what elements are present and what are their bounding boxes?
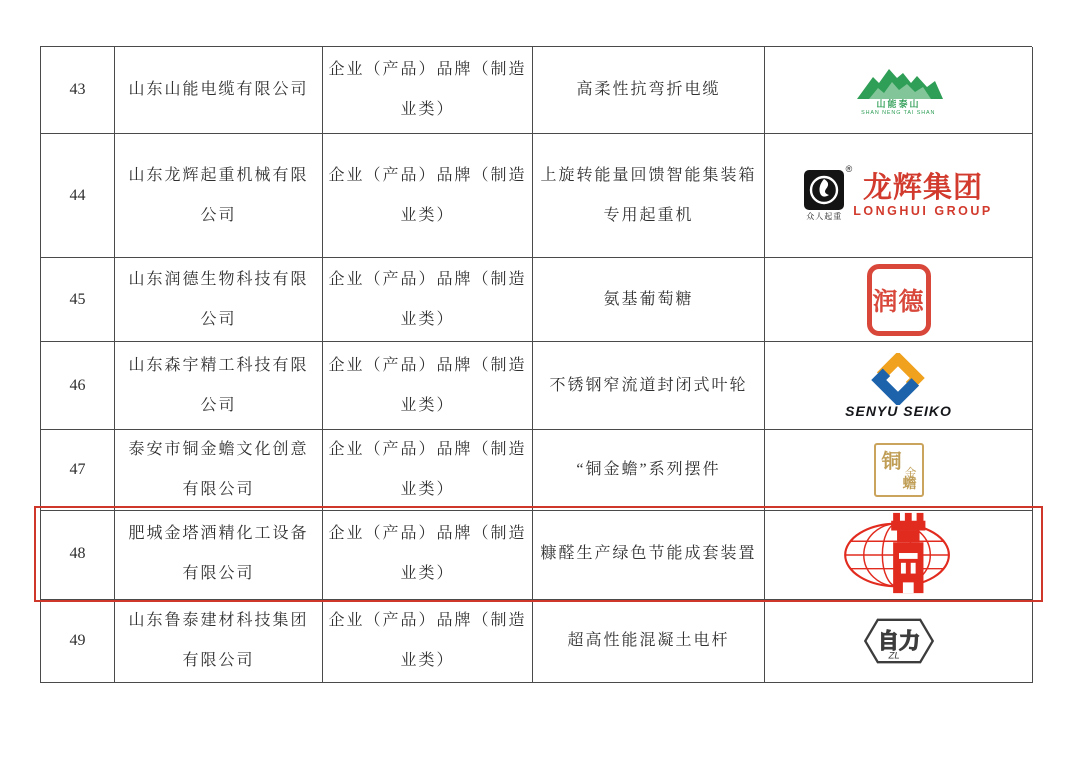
registered-trademark-mark: ®: [845, 163, 853, 174]
company-name: 山东鲁泰建材科技集团有限公司: [115, 599, 323, 683]
logo-text-en: LONGHUI GROUP: [853, 204, 993, 218]
row-number: 49: [41, 599, 115, 683]
table-row: [41, 47, 1032, 134]
logo-text-en: ZL: [888, 649, 900, 661]
row-number: 43: [41, 47, 115, 134]
company-logo-cell: [765, 509, 1033, 600]
brand-category: 企业（产品）品牌（制造业类）: [323, 430, 533, 511]
zili-hexagon-logo: [860, 614, 938, 668]
table-row: [41, 134, 1032, 258]
runde-seal-logo: [867, 264, 931, 336]
jinta-globe-logo: [835, 509, 963, 599]
company-name: 山东润德生物科技有限公司: [115, 258, 323, 342]
globe-tower-icon: [835, 509, 963, 599]
logo-text-en: SENYU SEIKO: [845, 402, 952, 419]
table-row: [41, 430, 1032, 509]
logo-text-en: SHAN NENG TAI SHAN: [861, 109, 936, 116]
table-row: [41, 258, 1032, 342]
logo-char: 金: [904, 466, 917, 480]
brand-category: 企业（产品）品牌（制造业类）: [323, 258, 533, 342]
product-name: 上旋转能量回馈智能集装箱专用起重机: [533, 134, 765, 258]
company-logo-cell: [765, 430, 1033, 511]
product-name: 超高性能混凝土电杆: [533, 599, 765, 683]
row-number: 44: [41, 134, 115, 258]
logo-text-cn: 龙辉集团: [862, 172, 983, 204]
row-number: 46: [41, 342, 115, 430]
senyu-seiko-logo: [845, 353, 952, 419]
shanneng-taishan-logo: [853, 65, 945, 116]
product-name: 氨基葡萄糖: [533, 258, 765, 342]
longhui-emblem-block: [804, 163, 853, 222]
mountain-icon: [853, 65, 945, 101]
emblem-caption: 众人起重: [806, 211, 843, 221]
row-number: 45: [41, 258, 115, 342]
table-row: [41, 342, 1032, 430]
longhui-group-logo: [804, 163, 993, 222]
tongjinchan-logo: [874, 443, 924, 497]
row-number: 48: [41, 509, 115, 600]
row-number: 47: [41, 430, 115, 511]
brand-category: 企业（产品）品牌（制造业类）: [323, 134, 533, 258]
longhui-wordmark: [853, 173, 992, 218]
table-row-highlighted: [41, 509, 1032, 599]
company-name: 山东森宇精工科技有限公司: [115, 342, 323, 430]
seal-text: 润德: [872, 288, 925, 316]
logo-char: 蟾: [902, 477, 917, 492]
company-logo-cell: [765, 342, 1033, 430]
brand-category: 企业（产品）品牌（制造业类）: [323, 509, 533, 600]
company-name: 肥城金塔酒精化工设备有限公司: [115, 509, 323, 600]
company-logo-cell: [765, 599, 1033, 683]
company-name: 山东龙辉起重机械有限公司: [115, 134, 323, 258]
product-name: 高柔性抗弯折电缆: [533, 47, 765, 134]
company-name: 泰安市铜金蟾文化创意有限公司: [115, 430, 323, 511]
logo-text-cn: 自力: [877, 629, 920, 653]
longhui-emblem-icon: [804, 163, 853, 210]
brand-category: 企业（产品）品牌（制造业类）: [323, 342, 533, 430]
brand-category: 企业（产品）品牌（制造业类）: [323, 47, 533, 134]
table-row: [41, 599, 1032, 683]
brand-list-table: [40, 46, 1032, 683]
brand-category: 企业（产品）品牌（制造业类）: [323, 599, 533, 683]
company-name: 山东山能电缆有限公司: [115, 47, 323, 134]
company-logo-cell: [765, 134, 1033, 258]
hexagon-badge-icon: [860, 614, 938, 668]
product-name: 糠醛生产绿色节能成套装置: [533, 509, 765, 600]
product-name: 不锈钢窄流道封闭式叶轮: [533, 342, 765, 430]
company-logo-cell: [765, 47, 1033, 134]
product-name: “铜金蟾”系列摆件: [533, 430, 765, 511]
logo-char: 铜: [881, 451, 902, 473]
company-logo-cell: [765, 258, 1033, 342]
diamond-icon: [870, 353, 926, 405]
logo-text-cn: 山能泰山: [876, 98, 921, 109]
